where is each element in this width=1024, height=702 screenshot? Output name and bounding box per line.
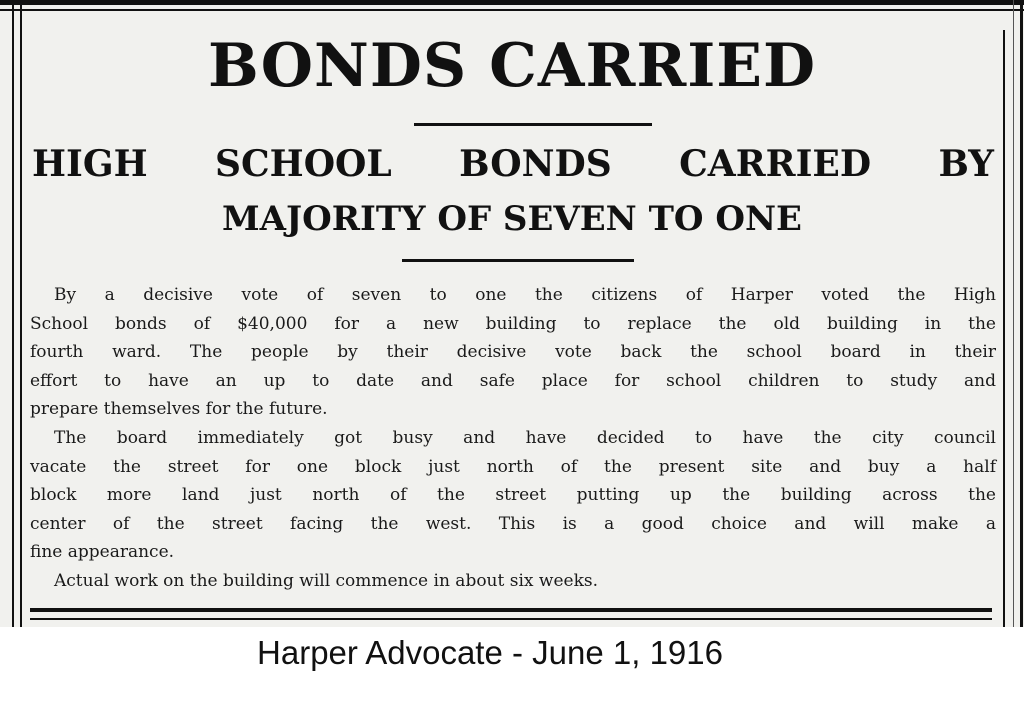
bottom-rule <box>30 608 992 612</box>
top-border-rule-thin <box>0 9 1024 11</box>
body-line: The board immediately got busy and have decided to have the city council <box>54 427 996 448</box>
headline-divider <box>414 123 652 126</box>
source-caption: Harper Advocate - June 1, 1916 <box>257 634 723 671</box>
right-column-rule-inner <box>1003 30 1005 627</box>
subheadline-line-2: MAJORITY OF SEVEN TO ONE <box>222 199 802 239</box>
body-line: Actual work on the building will commence in about six weeks. <box>54 570 598 591</box>
body-line: vacate the street for one block just north of the present site and buy a half <box>30 456 996 477</box>
body-line: fine appearance. <box>30 542 175 563</box>
body-line: center of the street facing the west. This is a good choice and will make a <box>30 513 996 534</box>
bottom-rule-thin <box>30 618 992 620</box>
body-line: prepare themselves for the future. <box>30 399 328 420</box>
body-line: fourth ward. The people by their decisive vote back the school board in their <box>30 342 996 363</box>
body-line: School bonds of $40,000 for a new building to replace the old building in the <box>30 313 996 334</box>
article-body <box>30 281 996 596</box>
headline: BONDS CARRIED <box>207 31 817 101</box>
top-border-rule <box>0 0 1024 5</box>
body-line: By a decisive vote of seven to one the citizens of Harper voted the High <box>54 285 996 305</box>
body-line: effort to have an up to date and safe place for school children to study and <box>30 370 996 391</box>
subheadline-divider <box>402 259 634 262</box>
subheadline-line-1: HIGH SCHOOL BONDS CARRIED BY <box>32 143 994 185</box>
body-line: block more land just north of the street putting up the building across the <box>30 485 996 506</box>
